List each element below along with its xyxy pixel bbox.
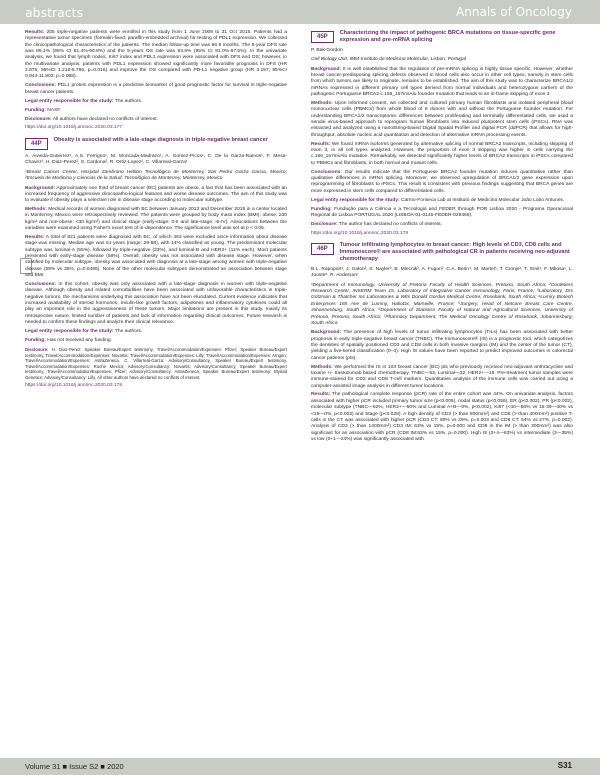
- paragraph: Results: The pathological complete response (pCR) rate of the entire cohort was 44%. On univariate analysis, factors associated with higher pCR included primary tumor size (p<0.005), nodal status (p<0.059), ER (p<0.002), PR (p<0.002), molecular subtype (TNBC—62%, HER2+—50% and Luminal A+B—9%, p<0.002), Ki67 (<40—56% vs 15-39—40% vs <15—0%, p<0.003) and Stage (p<0.028). A high density of CD3 (> than 800mm²) and CD8 (> than 400mm²) positive T-cells in the CT was associated with higher pCR (CD3 CT: 60% vs 29%, p=0.003 and CD8 CT: 64% vs 27%, p=0.002). Analysis of CD3 (> than 1400mm²) CD3 IM: 63% vs 19%, p=0.000 and CD8 in the IM (> than 300mm²) was also significant for an association with pCR (CD8 IM:63% vs 15%, p=0.000). High IS (3+4—63%) vs intermediate (2—35%) vs low (0+1—24%) was significantly associated with: [311, 392, 573, 442]
- abstract-heading: [311, 30, 573, 44]
- right-column: [311, 30, 573, 446]
- page-footer: [0, 758, 600, 775]
- abstract-heading: [25, 137, 287, 150]
- paragraph: Results: A total of 821 patients were diagnosed with BC, of which 363 were excluded since information about disease stage was missing. Median age was 51 years (range: 29-88), with 14% classified as young. The predominant molecular subtype was luminal-A (55%), followed by triple-negative (23%), and luminal-B and HER2+ (11% each). Most patients presented with early-stage disease (58%). Overall, obesity was not associated with disease stage. However, when stratified by molecular subtype, obesity was associated with diagnosis at a late-stage among women with triple-negative disease (59% vs 35%, p=0.0495). None of the other molecular subtypes demonstrated an association between stage and BMI.: [25, 235, 287, 279]
- paragraph: Results: 205 triple-negative patients were enrolled in this study from 1 June 2009 to 31 Oct 2015. Patients had a representative tumor specimen (formalin-fixed, paraffin-embedded archival) for testing of PDL1 expression. We collected the clinicopathological characteristics of the patients. The median follow-up time was 66.9 months. The 5-year DFS rate was 86.1% (95% CI 81.4%-90.8%) and the 5-years OS rate was 93.6% (95% CI 91.0%-97.6%). In the univariate analysis, we found that lymph nodes, Ki67 index and PDL1 expression were associated with DFS and OS; however, in the multivariate analysis, patients with PDL1 expression showed significantly more favorable prognosis in DFS (HR 2.875; 95%CI 1.216-6.796, p=0.016) and improve the OS compared with PD-L1 negative group (HR 3.157; 95%CI 0.844-11.803, p=0.088).: [25, 30, 288, 80]
- paragraph: Background: The presence of high levels of tumor infiltrating lymphocytes (TILs) has been associated with better prognosis in early triple-negative breast cancer (TNBC). The Immunoscore® (IS) is a prognostic tool, which categorizes the densities of spatially positioned CD3 and CD8 cells in both invasive margins (IM) and the center of the tumor (CT), yielding a five-tiered classification (0–4). High IS values have been reported to predict improved outcomes in colorectal cancer patients (pts).: [311, 330, 573, 361]
- paragraph: Conclusions: Our results indicate that the Portuguese BRCA2 founder mutation induces quantitative rather than qualitative differences in mRNA splicing. Moreover, we observed upregulation of BRCA1/2 gene expression upon reprogramming of fibroblasts to iPSCs. This result is consistent with previous findings suggesting that BRCA genes are more expressed in stem cells compared to differentiated cells.: [311, 169, 574, 194]
- paragraph: Legal entity responsible for the study: The authors.: [25, 98, 143, 104]
- affiliations: ¹Department of Immunology, University of Pretoria Faculty of Health Sciences, Pretoria, South Africa; ²Cordeliers Research Center, INSERM Team 15, Laboratory of Integrative Cancer Immunology, Paris, France; ³Laboratory, Drs Gritzman & Thatcher Inc Laboratories & Wits Donald Gordon Medical Centre, Rosebank, South Africa; ⁴Lumiry Biotech Enterprises 165 Ave de Luminy, HalioDx, Marseille, France; ⁵Surgery, Head of Netcare Breast Care Centre, Johannesburg, South Africa; ⁶Department of Statistics Faculty of Natural and Agricultural Sciences, University of Pretoria, Pretoria, South Africa; ⁷Pharmacy Department, The Medical Oncology Centre of Rosebank, Johannesburg, South Africa: [311, 282, 573, 326]
- journal-name: Annals of Oncology: [456, 5, 572, 19]
- paragraph: Results: We found mRNA isoforms generated by alternative splicing of normal BRCA2 transcripts, including skipping of exon 3, in all cell types analyzed. However, the proportion of exon 3 skipping was higher in cells carrying the c.156_157insAlu mutation. Remarkably, we detected significantly higher levels of BRCA2 transcripts in iPSCs compared to PBMCs and fibroblasts, in both normal and mutant cells.: [311, 141, 574, 166]
- section-label: abstracts: [25, 5, 84, 20]
- paragraph: Methods: Medical records of women diagnosed with BC between January 2013 and December 2015 in a center located in Monterrey, Mexico were retrospectively reviewed. The patients were grouped by body mass index (BMI): obese: ≥30 kg/m² and non-obese: <30 kg/m²) and clinical stage (early-stage: 0-II and late-stage: III-IV). Associations between the variables were examined using Fisher's exact test of in-dependence. The significance level was set at p < 0.05.: [25, 207, 287, 232]
- paragraph: Background: It is well established that the regulation of pre-mRNA splicing is highly tissue specific. However, whether breast cancer-predisposing splicing defects observed in blood cells also occur in other cell types, namely in stem cells from which tumors are likely to originate, remains to be established. The aim of this study was to characterize BRCA1/2 mRNAs expressed in different primary cell types derived from normal individuals and heterozygous carriers of the pathogenic Portuguese BRCA2 c.156_157insAlu founder mutation that leads to an in-frame skipping of exon 3.: [311, 66, 573, 98]
- abstract-number: 46P: [311, 243, 334, 255]
- abstract-title: Tumour infiltrating lymphocytes in breast cancer: High levels of CD3, CD8 cells and Immunoscore® are associated with pathological CR in patients receiving neo-adjuvant chemotherapy: [339, 242, 570, 263]
- page-header: [0, 0, 600, 24]
- paragraph: Disclosure: The author has declared no conflicts of interest.: [311, 221, 442, 227]
- paragraph: Funding: Has not received any funding.: [25, 338, 112, 344]
- paragraph: Disclosure: H. Diaz-Perez: Speaker Bureau/Expert testimony, Travel/Accommodation/Expenses: Pfizer; Speaker Bureau/Expert testimony, Travel/Accommodation/Expenses: Novartis; Travel/Accommodation/Expenses: Lilly; Travel/Accommodation/Expenses: Amgen; Travel/Accommodation/Expenses: AstraZeneca. C. Villarreal-Garza: Advisory/Consultancy, Speaker Bureau/Expert testimony, Travel/Accommodation/Expenses: Roche Mexico; Advisory/Consultancy: Novartis; Advisory/Consultancy, Speaker Bureau/Expert testimony, Travel/Accommodation/Expenses: Pfizer; Advisory/Consultancy: AstraZeneca; Speaker Bureau/Expert testimony: Myriad Genetics; Advisory/Consultancy: Lilly. All other authors have declared no conflicts of interest.: [25, 346, 287, 380]
- paragraph: Funding: NASF.: [25, 107, 62, 113]
- authors: A. Aranda-Gutierrez¹, A.S. Ferrigno¹, M. Moncada-Madrazo¹, A. Gomez-Picos¹, C. De la Garza-Ramos¹, F. Mesa-Chavez¹, H. Diaz-Perez², S. Cardona², R. Ortiz-Lopez², C. Villarreal-Garza¹: [25, 154, 287, 166]
- authors: P. Bak-Gordon: [311, 48, 343, 53]
- doi-link[interactable]: https://doi.org/10.1016/j.annonc.2020.03.177: [25, 125, 123, 131]
- paragraph: Conclusions: PDL1 protein expression is a predictive biomarker of good prognostic factor for survival in triple-negative breast cancer patients.: [25, 83, 288, 95]
- affiliations: ¹Breast Cancer Center, Hospital Zambrano Hellion Tecnológico de Monterrey, San Pedro Garza Garcia, Mexico; ²Escuela de Medicina y Ciencias de la Salud, Tecnológico de Monterrey, Monterrey, Mexico: [25, 169, 287, 182]
- paragraph: Funding: Fundação para a Ciência e a Tecnologia and FEDER through POR Lisboa 2020 - Programa Operacional Regional de Lisboa PORTUGAL 2020 (LISBOA-01-0145-FEDER-029469).: [311, 206, 574, 218]
- abstract-heading: [311, 242, 573, 263]
- paragraph: Methods: We performed the IS in 103 breast cancer (BC) pts who previously received neo-adjuvant anthracycline and taxane +/- trastuzumab based chemotherapy. TNBC—53, Luminal—32, HER2+—18. Pre-treatment tumor samples were immune-stained for CD3 and CD8 T-cell markers. Quantitative analysis of the immune cells was carried out using a computer-assisted image analysis in different tumor locations.: [311, 364, 574, 389]
- paragraph: Background: Approximately one third of breast cancer (BC) patients are obese, a fact that has been associated with an increased frequency of aggressive clinicopatho-logical features and worse disease outcomes. The aim of this study was to evaluate if obesity plays a selective role in disease stage according to molecular subtype.: [25, 185, 288, 204]
- affiliations: Cell Biology Unit, IMM-Instituto de Medicina Molecular, Lisbon, Portugal: [311, 57, 466, 63]
- left-column: [25, 30, 287, 392]
- doi-link[interactable]: https://doi.org/10.1016/j.annonc.2020.03.178: [25, 383, 123, 389]
- paragraph: Methods: Upon informed consent, we collected and cultured primary human fibroblasts and isolated peripheral blood mononuclear cells (PBMCs) from whole blood of 6 donors with and without the Portuguese founder mutation. For understanding BRCA1/2 transcriptomic differences between proliferating and terminally differentiated cells, we used a sendai virus-based approach to reprogram human fibroblasts into induced pluripotent stem cells (iPSCs). RNA was extracted and analyzed using a nanoString-based Digital Spatial Profiler and digital PCR (ddPCR) that allows for high-throughput, absolute nucleic acid quantitation and detection of alternative mRNA processing events.: [311, 101, 574, 138]
- doi-link[interactable]: https://doi.org/10.1016/j.annonc.2020.03.179: [311, 230, 409, 236]
- volume-info: Volume 31 ■ Issue S2 ■ 2020: [25, 761, 124, 771]
- paragraph: Legal entity responsible for the study: Carmo-Fonseca Lab at Instituto de Medicina Molecular João Lobo Antunes.: [311, 197, 565, 203]
- paragraph: Conclusions: In this cohort, obesity was only associated with a late-stage diagnosis in women with triple-negative disease. Although obesity and related comorbidities have been associated with unfavorable characteristics in triple-negative tumors, the mechanisms underlying this association have not been elucidated. Current evidence indicates that increased availability of steroid hormones, insulin-like growth factors, adipokines and inflammatory cytokines could all play an important role in the aggressiveness of these tumors. Major limitations are present in this study, mainly its retrospective nature, limited number of patients and lack of information regarding clinical outcomes. Future research is needed to confirm these findings and analyze their clinical relevance.: [25, 282, 287, 326]
- abstract-number: 45P: [311, 31, 334, 43]
- abstract-title: Characterizing the impact of pathogenic BRCA mutations on tissue-specific gene expression and pre-mRNA splicing: [339, 30, 556, 43]
- paragraph: Legal entity responsible for the study: The authors.: [25, 329, 143, 335]
- page-number: S31: [557, 761, 572, 770]
- authors: B.L. Rapoport¹, J. Galon², S. Nayler³, B. Mlecnik², A. Fugon², C.A. Benn⁴, M. Martel⁵, T. Cronje¹, T. Smit¹, F. Mbosa¹, L. Jooste⁶, R. Anderson⁷: [311, 267, 573, 279]
- abstract-number: 44P: [25, 138, 48, 150]
- paragraph: Disclosure: All authors have declared no conflicts of interest.: [25, 116, 158, 122]
- abstract-title: Obesity is associated with a late-stage diagnosis in triple-negative breast cancer: [53, 136, 268, 143]
